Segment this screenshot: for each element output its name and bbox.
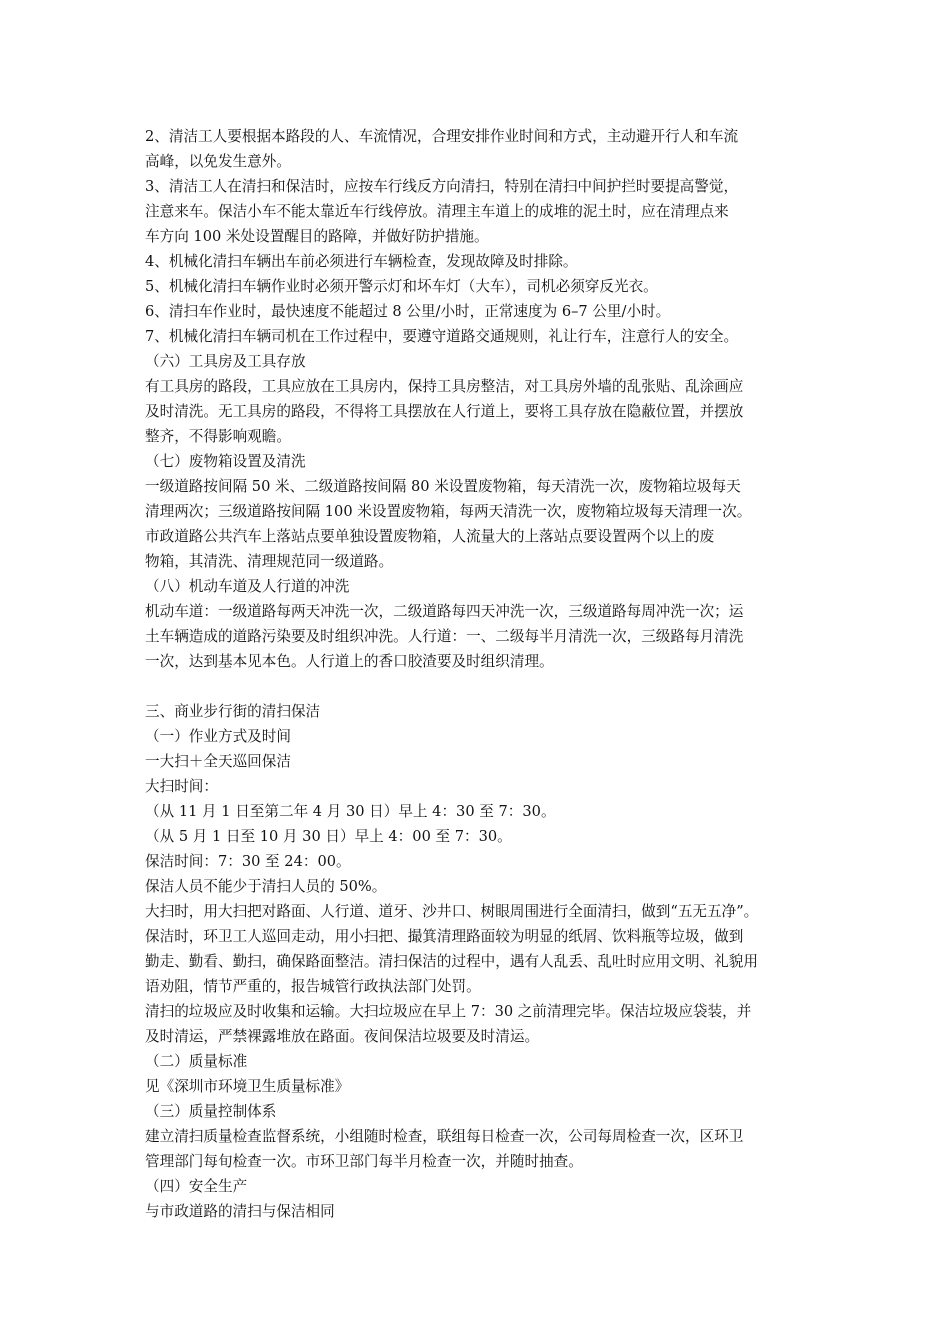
text-line: 勤走、勤看、勤扫，确保路面整洁。清扫保洁的过程中，遇有人乱丢、乱吐时应用文明、礼貌用 xyxy=(145,953,758,970)
text-line: 清扫的垃圾应及时收集和运输。大扫垃圾应在早上 7：30 之前清理完毕。保洁垃圾应袋装，并 xyxy=(145,1003,752,1020)
paragraph xyxy=(145,1199,820,1224)
paragraph xyxy=(145,1049,820,1074)
text-line: 一次，达到基本见本色。人行道上的香口胶渣要及时组织清理。 xyxy=(145,653,554,670)
paragraph xyxy=(145,924,820,999)
text-line: 注意来车。保洁小车不能太靠近车行线停放。清理主车道上的成堆的泥土时，应在清理点来 xyxy=(145,203,729,220)
text-line: 有工具房的路段，工具应放在工具房内，保持工具房整洁，对工具房外墙的乱张贴、乱涂画应 xyxy=(145,378,744,395)
paragraph-spacer xyxy=(145,674,820,699)
paragraph xyxy=(145,724,820,749)
paragraph xyxy=(145,599,820,674)
text-line: （四）安全生产 xyxy=(145,1178,248,1195)
paragraph xyxy=(145,699,820,724)
text-line: 车方向 100 米处设置醒目的路障，并做好防护措施。 xyxy=(145,228,489,245)
text-line: 保洁时，环卫工人巡回走动，用小扫把、撮箕清理路面较为明显的纸屑、饮料瓶等垃圾，做到 xyxy=(145,928,744,945)
text-line: 及时清洗。无工具房的路段，不得将工具摆放在人行道上，要将工具存放在隐蔽位置，并摆放 xyxy=(145,403,744,420)
text-line: 管理部门每旬检查一次。市环卫部门每半月检查一次，并随时抽查。 xyxy=(145,1153,583,1170)
text-line: 5、机械化清扫车辆作业时必须开警示灯和坏车灯（大车），司机必须穿反光衣。 xyxy=(145,278,658,295)
text-line: 土车辆造成的道路污染要及时组织冲洗。人行道：一、二级每半月清洗一次，三级路每月清洗 xyxy=(145,628,744,645)
text-line: 见《深圳市环境卫生质量标准》 xyxy=(145,1078,350,1095)
text-line: 建立清扫质量检查监督系统，小组随时检查，联组每日检查一次，公司每周检查一次，区环卫 xyxy=(145,1128,744,1145)
text-line: （六）工具房及工具存放 xyxy=(145,353,306,370)
paragraph xyxy=(145,774,820,799)
text-line: （三）质量控制体系 xyxy=(145,1103,277,1120)
paragraph xyxy=(145,1174,820,1199)
paragraph xyxy=(145,824,820,849)
text-line: 一大扫＋全天巡回保洁 xyxy=(145,753,291,770)
text-line: 与市政道路的清扫与保洁相同 xyxy=(145,1203,335,1220)
paragraph xyxy=(145,799,820,824)
text-line: 7、机械化清扫车辆司机在工作过程中，要遵守道路交通规则，礼让行车，注意行人的安全。 xyxy=(145,328,739,345)
text-line: 大扫时间： xyxy=(145,778,218,795)
paragraph xyxy=(145,349,820,374)
paragraph xyxy=(145,999,820,1049)
text-line: 一级道路按间隔 50 米、二级道路按间隔 80 米设置废物箱，每天清洗一次，废物箱垃圾每天 xyxy=(145,478,741,495)
text-line: 保洁人员不能少于清扫人员的 50%。 xyxy=(145,878,387,895)
paragraph xyxy=(145,249,820,274)
document-body xyxy=(145,124,820,1224)
paragraph xyxy=(145,274,820,299)
paragraph xyxy=(145,449,820,474)
paragraph xyxy=(145,324,820,349)
text-line: 4、机械化清扫车辆出车前必须进行车辆检查，发现故障及时排除。 xyxy=(145,253,578,270)
paragraph xyxy=(145,899,820,924)
paragraph xyxy=(145,299,820,324)
paragraph xyxy=(145,474,820,574)
paragraph xyxy=(145,124,820,174)
paragraph xyxy=(145,749,820,774)
text-line: 整齐，不得影响观瞻。 xyxy=(145,428,291,445)
text-line: 及时清运，严禁裸露堆放在路面。夜间保洁垃圾要及时清运。 xyxy=(145,1028,540,1045)
text-line: （一）作业方式及时间 xyxy=(145,728,291,745)
text-line: 语劝阻，情节严重的，报告城管行政执法部门处罚。 xyxy=(145,978,481,995)
text-line: 6、清扫车作业时，最快速度不能超过 8 公里/小时，正常速度为 6–7 公里/小时。 xyxy=(145,303,671,320)
paragraph xyxy=(145,174,820,249)
text-line: 3、清洁工人在清扫和保洁时，应按车行线反方向清扫，特别在清扫中间护拦时要提高警觉， xyxy=(145,178,739,195)
text-line: 市政道路公共汽车上落站点要单独设置废物箱，人流量大的上落站点要设置两个以上的废 xyxy=(145,528,715,545)
text-line: 大扫时，用大扫把对路面、人行道、道牙、沙井口、树眼周围进行全面清扫，做到“五无五净”。 xyxy=(145,903,759,920)
text-line: （二）质量标准 xyxy=(145,1053,248,1070)
text-line: 2、清洁工人要根据本路段的人、车流情况，合理安排作业时间和方式，主动避开行人和车流 xyxy=(145,128,739,145)
paragraph xyxy=(145,1124,820,1174)
text-line: （从 5 月 1 日至 10 月 30 日）早上 4：00 至 7：30。 xyxy=(145,828,512,845)
text-line: 高峰，以免发生意外。 xyxy=(145,153,291,170)
text-line: （七）废物箱设置及清洗 xyxy=(145,453,306,470)
paragraph xyxy=(145,1074,820,1099)
text-line: 机动车道：一级道路每两天冲洗一次，二级道路每四天冲洗一次，三级道路每周冲洗一次；运 xyxy=(145,603,744,620)
text-line: 三、商业步行街的清扫保洁 xyxy=(145,703,321,720)
paragraph xyxy=(145,574,820,599)
text-line: 清理两次；三级道路按间隔 100 米设置废物箱，每两天清洗一次，废物箱垃圾每天清理一次。 xyxy=(145,503,752,520)
text-line: （从 11 月 1 日至第二年 4 月 30 日）早上 4：30 至 7：30。 xyxy=(145,803,556,820)
text-line: 物箱，其清洗、清理规范同一级道路。 xyxy=(145,553,394,570)
paragraph xyxy=(145,874,820,899)
text-line: （八）机动车道及人行道的冲洗 xyxy=(145,578,350,595)
paragraph xyxy=(145,374,820,449)
paragraph xyxy=(145,1099,820,1124)
paragraph xyxy=(145,849,820,874)
text-line: 保洁时间：7：30 至 24：00。 xyxy=(145,853,351,870)
